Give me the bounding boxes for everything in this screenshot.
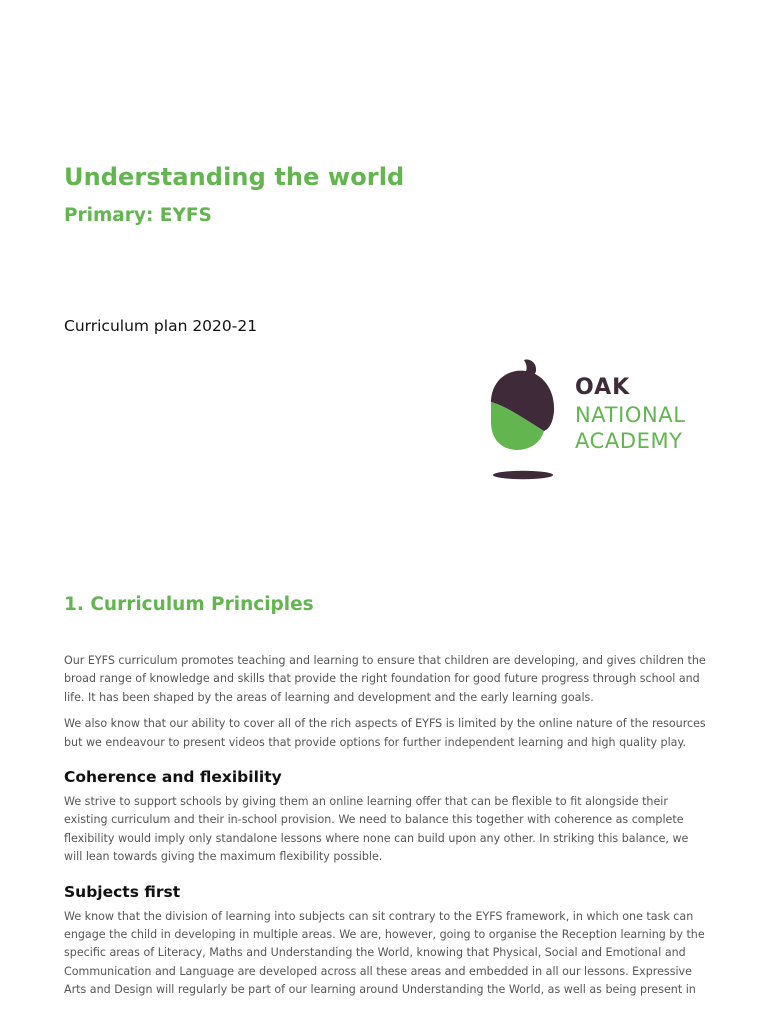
logo-word-national: NATIONAL — [575, 402, 686, 427]
document-title: Understanding the world — [64, 163, 405, 191]
coherence-paragraph: We strive to support schools by giving them an online learning offer that can be flexible to fit alongside their existing curriculum and their in-school provision. We need to balance this together with coherence as complete flexibility would imply only standalone lessons where none can build upon any other. In striking this balance, we will lean towards giving the maximum flexibility possible. — [64, 795, 689, 864]
principles-paragraph-2: We also know that our ability to cover all of the rich aspects of EYFS is limited by the online nature of the resources but we endeavour to present videos that provide options for further independent learning and high quality play. — [64, 717, 706, 749]
oak-national-academy-logo — [486, 356, 726, 484]
subjects-first-paragraph: We know that the division of learning into subjects can sit contrary to the EYFS framework, in which one task can engage the child in developing in multiple areas. We are, however, going to organise the Reception learning by the specific areas of Literacy, Maths and Understanding the World, knowing that Physical, Social and Emotional and Communication and Language are developed across all these areas and embedded in all our lessons. Expressive Arts and Design will regularly be part of our learning around Understanding the World, as well as being present in — [64, 909, 705, 997]
document-subtitle: Primary: EYFS — [64, 205, 212, 226]
logo-wordmark — [575, 375, 686, 455]
logo-word-academy: ACADEMY — [575, 429, 683, 453]
curriculum-plan-label: Curriculum plan 2020-21 — [64, 317, 258, 335]
acorn-icon — [486, 356, 566, 484]
logo-word-oak: OAK — [575, 375, 631, 400]
section-content — [64, 652, 708, 1008]
section-heading-curriculum-principles: 1. Curriculum Principles — [64, 594, 314, 615]
principles-paragraph-1: Our EYFS curriculum promotes teaching and learning to ensure that children are developing, and gives children the broad range of knowledge and skills that provide the right foundation for good future progress through school and life. It has been shaped by the areas of learning and development and the early learning goals. — [64, 654, 706, 704]
subheading-coherence-flexibility: Coherence and flexibility — [64, 768, 282, 787]
subheading-subjects-first: Subjects first — [64, 882, 181, 901]
